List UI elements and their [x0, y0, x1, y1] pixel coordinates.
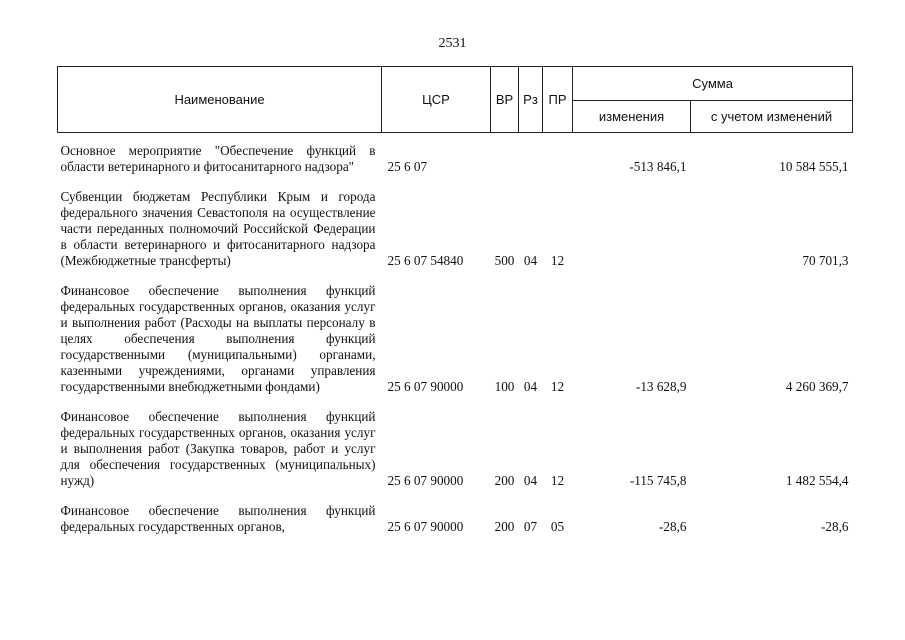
header-change: изменения: [573, 101, 691, 133]
row-change: -513 846,1: [629, 159, 687, 174]
row-name: Основное мероприятие "Обеспечение функций в области ветеринарного и фитосанитарного надзора": [60, 143, 376, 174]
row-csr: 25 6 07 90000: [387, 519, 464, 534]
table-row: [58, 143, 853, 175]
header-with-change: с учетом изменений: [691, 101, 853, 133]
row-rz: 07: [523, 519, 538, 534]
budget-table: [57, 66, 853, 535]
row-csr: 25 6 07: [387, 159, 428, 174]
row-name: Субвенции бюджетам Республики Крым и города федерального значения Севастополя на осуществление части переданных полномочий Российской Федерации в области ветеринарного и фитосанитарного надзора (Межбюджетные трансферты): [60, 189, 376, 268]
row-change: -115 745,8: [629, 473, 687, 488]
row-rz: 04: [523, 473, 538, 488]
row-rz: 04: [523, 253, 538, 268]
row-name: Финансовое обеспечение выполнения функций федеральных государственных органов,: [60, 503, 376, 534]
header-sum: Сумма: [573, 67, 853, 101]
row-vr: 100: [494, 379, 515, 394]
header-rz: Рз: [519, 67, 543, 133]
table-row: [58, 503, 853, 535]
row-name: Финансовое обеспечение выполнения функций федеральных государственных органов, оказания услуг и выполнения работ (Закупка товаров, работ и услуг для обеспечения государственных (муниципальных) нужд): [60, 409, 376, 488]
row-rz: [519, 143, 543, 175]
row-csr: 25 6 07 54840: [387, 253, 464, 268]
header-pr: ПР: [543, 67, 573, 133]
table-header: [58, 67, 853, 133]
row-vr: 500: [494, 253, 515, 268]
header-csr: ЦСР: [382, 67, 491, 133]
row-csr: 25 6 07 90000: [387, 473, 464, 488]
row-pr: [543, 143, 573, 175]
row-pr: 12: [550, 253, 565, 268]
row-vr: [491, 143, 519, 175]
table-row: [58, 189, 853, 269]
row-total: 70 701,3: [802, 253, 849, 268]
row-pr: 12: [550, 473, 565, 488]
table-row: [58, 283, 853, 395]
row-pr: 12: [550, 379, 565, 394]
row-total: 4 260 369,7: [785, 379, 849, 394]
row-change: -28,6: [659, 519, 687, 534]
header-name: Наименование: [58, 67, 382, 133]
row-total: -28,6: [821, 519, 849, 534]
row-total: 1 482 554,4: [785, 473, 849, 488]
row-csr: 25 6 07 90000: [387, 379, 464, 394]
row-rz: 04: [523, 379, 538, 394]
table-row: [58, 409, 853, 489]
row-vr: 200: [494, 473, 515, 488]
row-pr: 05: [550, 519, 565, 534]
row-name: Финансовое обеспечение выполнения функций федеральных государственных органов, оказания услуг и выполнения работ (Расходы на выплаты персоналу в целях обеспечения выполнения функций государственными (муниципальными) органами, казенными учреждениями, органами управления государственными внебюджетными фондами): [60, 283, 376, 394]
header-vr: ВР: [491, 67, 519, 133]
row-vr: 200: [494, 519, 515, 534]
row-change: -13 628,9: [635, 379, 687, 394]
page-number: 2531: [438, 36, 467, 51]
row-change: [573, 189, 691, 269]
row-total: 10 584 555,1: [779, 159, 849, 174]
